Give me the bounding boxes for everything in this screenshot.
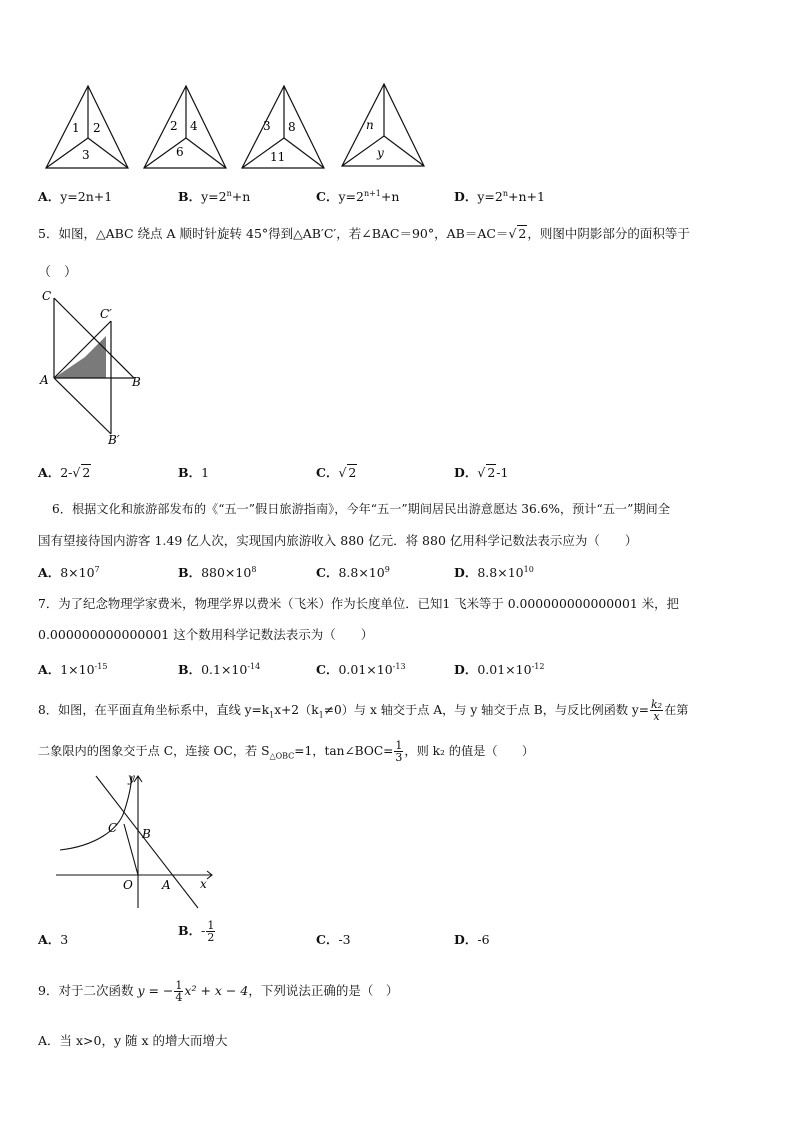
triangle-1-b: 2 [93,121,101,135]
label-O: O [123,878,133,892]
q6-option-d[interactable]: D．$8.8\times 10^{10}$ [454,564,534,580]
q8-coordinate-figure [50,772,220,912]
q6-stem-line2: 国有望接待国内游客 1.49 亿人次，实现国内旅游收入 880 亿元．将 880 亿用科学记数法表示应为（ ） [38,533,638,548]
label-x: x [200,877,207,891]
q5-option-a[interactable]: A．2-√ 2 [38,465,91,480]
triangle-3-c: 11 [270,150,286,164]
q7-stem-line1: 7．为了纪念物理学家费米，物理学界以费米（飞米）作为长度单位．已知1 飞米等于 0.000000000000001 米，把 [38,596,679,611]
q8-option-c[interactable]: C．-3 [316,932,351,947]
label-C-prime: C′ [100,307,112,321]
triangle-3-a: 3 [263,119,271,133]
triangle-1-a: 1 [72,121,80,135]
q5-option-d[interactable]: D．√ 2-1 [454,465,509,480]
q8-stem-line1: 8．如图，在平面直角坐标系中，直线 $y=k_1x+2(k_1\ne 0)$与 x 轴交于点 A，与 y 轴交于点 B，与反比例函数 y= $\frac{\text{k₂}}{x}$ 在第 [38,698,689,723]
q6-option-b[interactable]: B．$880\times 10^8$ [178,564,257,580]
triangle-2-b: 4 [190,119,198,133]
label-B: B [142,827,151,841]
q7-option-d[interactable]: D．$0.01\times 10^{-12}$ [454,661,545,677]
q4-option-a[interactable]: A．y=2n+1 [38,189,113,204]
label-B: B [132,375,141,389]
label-A: A [162,878,171,892]
q7-option-a[interactable]: A．$1\times 10^{-15}$ [38,661,108,677]
q6-option-c[interactable]: C．$8.8\times 10^9$ [316,564,390,580]
q5-stem: 5．如图，△ABC 绕点 A 顺时针旋转 45°得到△AB′C′，若∠BAC＝90°，AB＝AC＝√ 2，则图中阴影部分的面积等于 [38,226,690,241]
q4-option-c[interactable]: C．$y=2^{n+1}+n$ [316,188,400,204]
q7-option-c[interactable]: C．$0.01\times 10^{-13}$ [316,661,406,677]
q5-stem-line2: （ ） [38,265,78,280]
q5-rotation-figure [36,288,156,448]
triangle-2 [144,86,226,168]
label-C: C [42,289,52,303]
q8-option-d[interactable]: D．-6 [454,932,490,947]
label-B-prime: B′ [108,433,120,447]
q8-option-b[interactable]: B．- $\frac{1}{2}$ [178,919,215,944]
q5-option-c[interactable]: C．√ 2 [316,465,357,480]
q6-option-a[interactable]: A．$8\times 10^7$ [38,564,100,580]
triangle-4-c: y [377,146,384,160]
q8-stem-line2: 二象限内的图象交于点 C，连接 OC，若 $S_{\triangle OBC}=1$，tan∠BOC= $\frac{1}{3}$ ，则 k₂ 的值是（ ） [38,739,535,764]
q6-stem-line1: 6．根据文化和旅游部发布的《“五一”假日旅游指南》，今年“五一”期间居民出游意愿达 36.6%，预计“五一”期间全 [52,502,670,516]
q7-option-b[interactable]: B．$0.1\times 10^{-14}$ [178,661,261,677]
label-y: y [128,772,135,785]
q9-option-a[interactable]: A．当 x>0，y 随 x 的增大而增大 [38,1033,228,1048]
triangle-4-a: n [366,118,374,132]
q8-option-a[interactable]: A．3 [38,932,69,947]
q7-stem-line2: 0.000000000000001 这个数用科学记数法表示为（ ） [38,627,374,642]
q9-stem: 9．对于二次函数 y = − $\frac{1}{4}$ x² + x − 4，下列说法正确的是（ ） [38,979,399,1004]
label-C: C [108,821,118,835]
triangle-2-c: 6 [176,145,184,159]
triangle-3-b: 8 [288,120,296,134]
q5-option-b[interactable]: B．1 [178,465,210,480]
label-A: A [40,373,49,387]
q4-triangle-figures [40,80,440,175]
q4-option-b[interactable]: B．$y=2^n+n$ [178,188,251,204]
triangle-2-a: 2 [170,119,178,133]
triangle-1-c: 3 [82,148,90,162]
q4-option-d[interactable]: D．$y=2^n+n+1$ [454,188,545,204]
